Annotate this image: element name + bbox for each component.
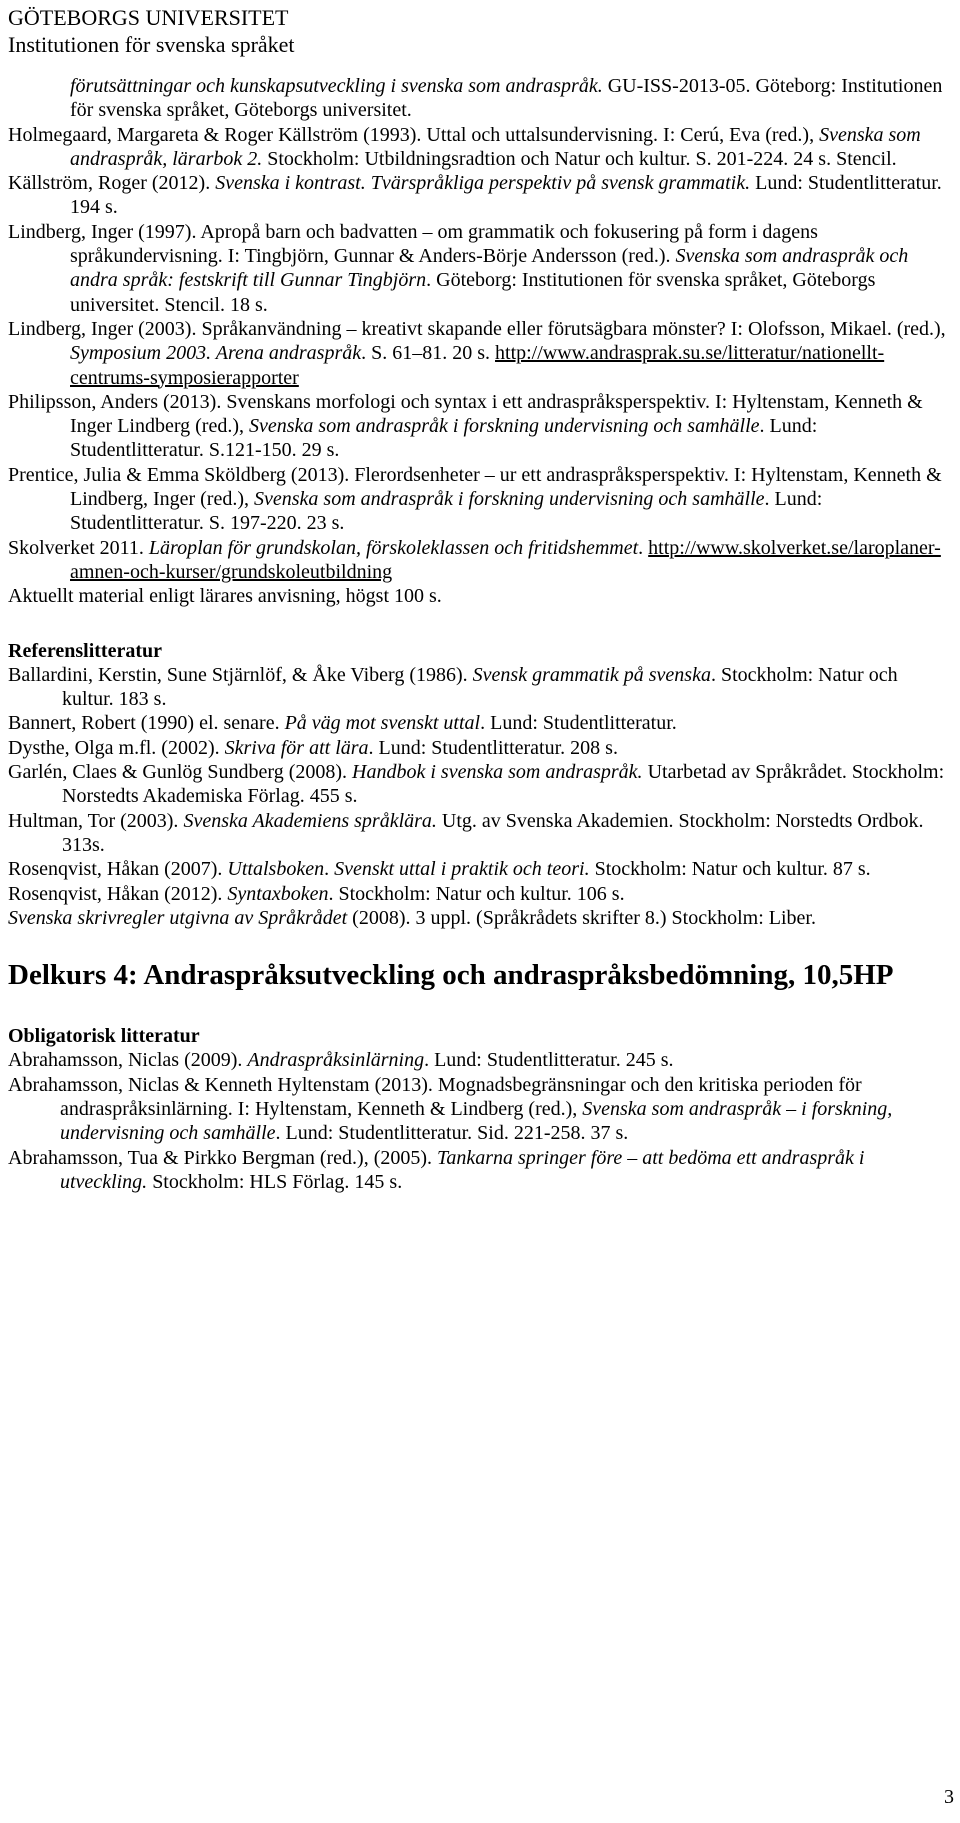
bibliography-entry [8, 463, 948, 536]
current-material-note: Aktuellt material enligt lärares anvisning, högst 100 s. [8, 585, 442, 608]
reference-heading: Referenslitteratur [8, 639, 163, 662]
bibliography-entry [8, 1048, 948, 1072]
italic-title: Svenska som andraspråk i forskning undervisning och samhälle [249, 415, 760, 438]
bibliography-entry [8, 317, 948, 390]
italic-title: Symposium 2003. Arena andraspråk [70, 342, 362, 365]
url-link[interactable]: http://www.andrasprak.su.se/litteratur/nationellt-centrums-symposierapporter [70, 342, 885, 389]
bibliography-entry [8, 663, 948, 712]
entry-text: Hultman, Tor (2003). [8, 809, 184, 832]
department-name: Institutionen för svenska språket [8, 32, 295, 57]
entry-text: Utarbetad av Språkrådet. Stockholm: Norstedts Akademiska Förlag. 455 s. [62, 761, 945, 808]
bibliography-entry [8, 906, 948, 930]
italic-title: Tankarna springer före – att bedöma ett andraspråk i utveckling. [60, 1146, 865, 1193]
italic-title: Svenska skrivregler utgivna av Språkrådet [8, 906, 348, 929]
entry-text: . Stockholm: Natur och kultur. 106 s. [328, 882, 625, 905]
page-number: 3 [944, 1786, 954, 1808]
italic-title: Svenska i kontrast. Tvärspråkliga perspektiv på svensk grammatik. [215, 172, 751, 195]
entry-text: Stockholm: Utbildningsradtion och Natur och kultur. S. 201-224. 24 s. Stencil. [262, 147, 897, 170]
bibliography-entry [8, 857, 948, 881]
entry-text: . [638, 536, 649, 559]
document-body [8, 74, 948, 1194]
url-link[interactable]: http://www.skolverket.se/laroplaner-amnen-och-kurser/grundskoleutbildning [70, 536, 941, 583]
entry-text: . Lund: Studentlitteratur. Sid. 221-258. 37 s. [275, 1122, 629, 1145]
entry-text: Källström, Roger (2012). [8, 172, 216, 195]
entry-text: Ballardini, Kerstin, Sune Stjärnlöf, & Åke Viberg (1986). [8, 663, 473, 686]
section-heading: Delkurs 4: Andraspråksutveckling och andraspråksbedömning, 10,5HP [8, 959, 894, 992]
entry-text: Bannert, Robert (1990) el. senare. [8, 712, 285, 735]
entry-text: Garlén, Claes & Gunlög Sundberg (2008). [8, 761, 353, 784]
entry-text: Utg. av Svenska Akademien. Stockholm: Norstedts Ordbok. 313s. [62, 809, 924, 856]
entry-text: Abrahamsson, Tua & Pirkko Bergman (red.), (2005). [8, 1146, 438, 1169]
entry-text: Holmegaard, Margareta & Roger Källström (1993). Uttal och uttalsundervisning. I: Cerú, Eva (red.), [8, 123, 820, 146]
italic-title: Uttalsboken [227, 858, 325, 881]
entry-text: Skolverket 2011. [8, 536, 149, 559]
italic-title: Svenskt uttal i praktik och teori. [334, 858, 590, 881]
entry-text: . Lund: Studentlitteratur. 208 s. [368, 736, 618, 759]
bibliography-entry [8, 220, 948, 317]
entry-text: Lund: Studentlitteratur. 194 s. [70, 172, 942, 219]
italic-title: förutsättningar och kunskapsutveckling i svenska som andraspråk. [70, 75, 603, 97]
entry-text: . Lund: Studentlitteratur. S.121-150. 29 s. [70, 415, 818, 462]
entry-text: Rosenqvist, Håkan (2007). [8, 858, 228, 881]
bibliography-entry [8, 1073, 948, 1146]
top-bibliography-list [8, 74, 948, 584]
obligatory-heading: Obligatorisk litteratur [8, 1025, 200, 1048]
document-header [8, 4, 295, 58]
italic-title: Läroplan för grundskolan, förskoleklassen och fritidshemmet [148, 536, 639, 559]
entry-text: GU-ISS-2013-05. Göteborg: Institutionen för svenska språket, Göteborgs universitet. [70, 75, 943, 122]
entry-text: Stockholm: HLS Förlag. 145 s. [147, 1170, 403, 1193]
entry-text: Prentice, Julia & Emma Sköldberg (2013). Flerordsenheter – ur ett andraspråksperspektiv. I: Hyltenstam, Kenneth & Lindberg, Inger (red.), [8, 463, 942, 511]
entry-text: . Lund: Studentlitteratur. S. 197-220. 23 s. [70, 488, 823, 535]
entry-text: Rosenqvist, Håkan (2012). [8, 882, 228, 905]
entry-text: Dysthe, Olga m.fl. (2002). [8, 736, 225, 759]
italic-title: Svenska Akademiens språklära. [183, 809, 437, 832]
bibliography-entry [8, 74, 948, 123]
italic-title: Svensk grammatik på svenska [472, 663, 711, 686]
bibliography-entry [8, 123, 948, 172]
university-name: GÖTEBORGS UNIVERSITET [8, 5, 289, 30]
italic-title: Syntaxboken [227, 882, 329, 905]
italic-title: Svenska som andraspråk i forskning undervisning och samhälle [254, 488, 765, 511]
italic-title: Skriva för att lära [224, 736, 369, 759]
entry-text: Lindberg, Inger (2003). Språkanvändning – kreativt skapande eller förutsägbara mönster? I: Olofsson, Mikael. (red.), [8, 317, 946, 340]
italic-title: Svenska som andraspråk, lärarbok 2. [70, 123, 921, 170]
bibliography-entry [8, 171, 948, 220]
obligatory-bibliography-list [8, 1048, 948, 1194]
entry-text: Abrahamsson, Niclas (2009). [8, 1049, 248, 1072]
entry-text: . S. 61–81. 20 s. [361, 342, 496, 365]
entry-text: . Stockholm: Natur och kultur. 183 s. [62, 663, 898, 711]
reference-bibliography-list [8, 663, 948, 930]
italic-title: Andraspråksinlärning [247, 1049, 425, 1072]
entry-text: Stockholm: Natur och kultur. 87 s. [589, 858, 871, 881]
bibliography-entry [8, 1146, 948, 1195]
bibliography-entry [8, 711, 948, 735]
entry-text: Lindberg, Inger (1997). Apropå barn och badvatten – om grammatik och fokusering på form i dagens språkundervisning. I: Tingbjörn, Gunnar & Anders-Börje Andersson (red.). [8, 220, 818, 268]
entry-text: . Lund: Studentlitteratur. 245 s. [424, 1049, 674, 1072]
italic-title: På väg mot svenskt uttal [284, 712, 481, 735]
bibliography-entry [8, 760, 948, 809]
italic-title: Handbok i svenska som andraspråk. [352, 761, 643, 784]
entry-text: (2008). 3 uppl. (Språkrådets skrifter 8.) Stockholm: Liber. [347, 906, 816, 929]
bibliography-entry [8, 809, 948, 858]
italic-title: Svenska som andraspråk och andra språk: festskrift till Gunnar Tingbjörn [70, 245, 909, 292]
entry-text: Abrahamsson, Niclas & Kenneth Hyltenstam (2013). Mognadsbegränsningar och den kritiska perioden för andraspråksinlärning. I: Hyltenstam, Kenneth & Lindberg (red.), [8, 1073, 862, 1120]
bibliography-entry [8, 536, 948, 585]
italic-title: Svenska som andraspråk – i forskning, undervisning och samhälle [60, 1097, 893, 1145]
bibliography-entry [8, 390, 948, 463]
bibliography-entry [8, 736, 948, 760]
entry-text: . [324, 858, 335, 881]
bibliography-entry [8, 882, 948, 906]
entry-text: . Lund: Studentlitteratur. [480, 712, 677, 735]
entry-text: Philipsson, Anders (2013). Svenskans morfologi och syntax i ett andraspråksperspektiv. I: Hyltenstam, Kenneth & Inger Lindberg (red.), [8, 390, 923, 438]
entry-text: . Göteborg: Institutionen för svenska språket, Göteborgs universitet. Stencil. 18 s. [70, 269, 876, 316]
